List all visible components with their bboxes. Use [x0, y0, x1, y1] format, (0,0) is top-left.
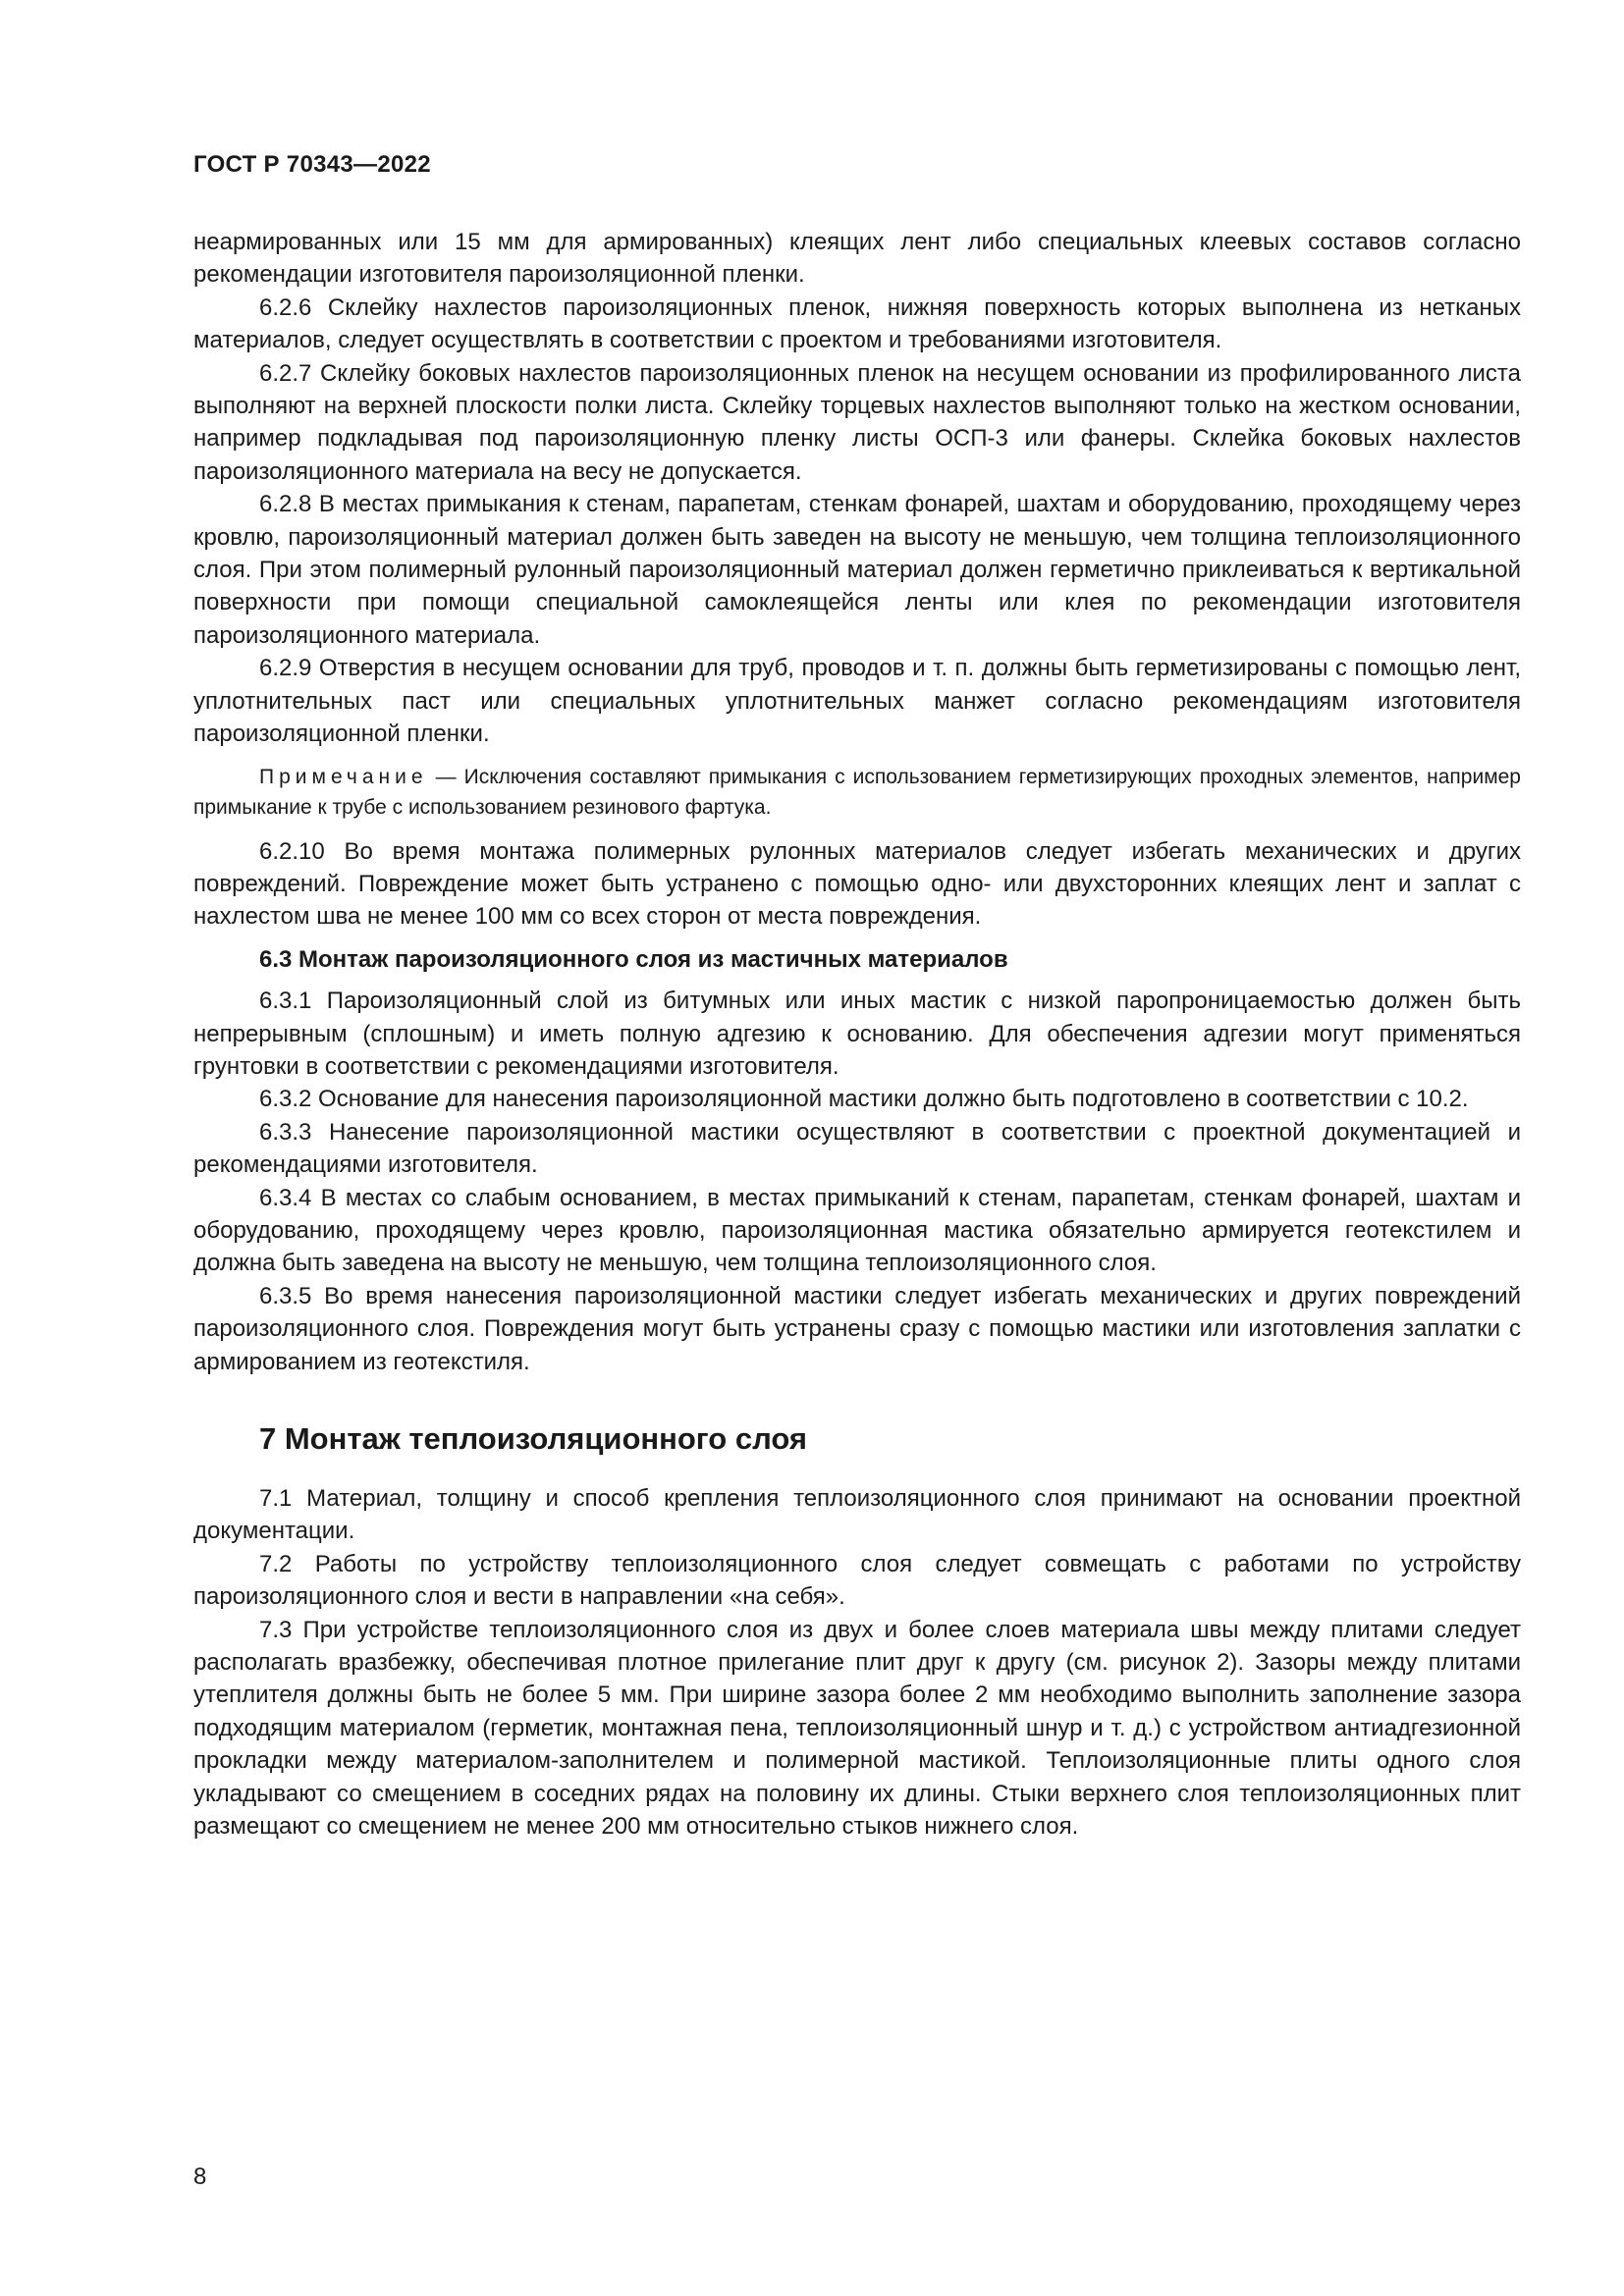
paragraph-6-2-7: 6.2.7 Склейку боковых нахлестов пароизоляционных пленок на несущем основании из профилированного листа выполняют на верхней плоскости полки листа. Склейку торцевых нахлестов выполняют только на жестком основании, например подкладывая под пароизоляционную пленку листы ОСП-3 или фанеры. Склейка боковых нахлестов пароизоляционного материала на весу не допускается. [193, 359, 1521, 485]
paragraph-7-1: 7.1 Материал, толщину и способ крепления теплоизоляционного слоя принимают на основании проектной документации. [193, 1485, 1521, 1545]
paragraph-continuation: неармированных или 15 мм для армированных) клеящих лент либо специальных клеевых составов согласно рекомендации изготовителя пароизоляционной пленки. [193, 229, 1521, 289]
body-text [193, 226, 1521, 1842]
paragraph-6-2-8: 6.2.8 В местах примыкания к стенам, парапетам, стенкам фонарей, шахтам и оборудованию, проходящему через кровлю, пароизоляционный материал должен быть заведен на высоту не меньшую, чем толщина теплоизоляционного слоя. При этом полимерный рулонный пароизоляционный материал должен герметично приклеиваться к вертикальной поверхности при помощи специальной самоклеящейся ленты или клея по рекомендации изготовителя пароизоляционного материала. [193, 491, 1521, 649]
paragraph-6-3-1: 6.3.1 Пароизоляционный слой из битумных или иных мастик с низкой паропроницаемостью должен быть непрерывным (сплошным) и иметь полную адгезию к основанию. Для обеспечения адгезии могут применяться грунтовки в соответствии с рекомендациями изготовителя. [193, 988, 1521, 1080]
note-text: — Исключения составляют примыкания с использованием герметизирующих проходных элементов, например примыкание к трубе с использованием резинового фартука. [193, 765, 1521, 819]
paragraph-6-2-10: 6.2.10 Во время монтажа полимерных рулонных материалов следует избегать механических и других повреждений. Повреждение может быть устранено с помощью одно- или двухсторонних клеящих лент и заплат с нахлестом шва не менее 100 мм со всех сторон от места повреждения. [193, 837, 1521, 931]
note [193, 762, 1521, 823]
paragraph-6-3-5: 6.3.5 Во время нанесения пароизоляционной мастики следует избегать механических и других повреждений пароизоляционного слоя. Повреждения могут быть устранены сразу с помощью мастики или изготовления заплатки с армированием из геотекстиля. [193, 1282, 1521, 1375]
paragraph-7-3: 7.3 При устройстве теплоизоляционного слоя из двух и более слоев материала швы между плитами следует располагать вразбежку, обеспечивая плотное прилегание плит друг к другу (см. рисунок 2). Зазоры между плитами утеплителя должны быть не более 5 мм. При ширине зазора более 2 мм необходимо выполнить заполнение зазора подходящим материалом (герметик, монтажная пена, теплоизоляционный шнур и т. д.) с устройством антиадгезионной прокладки между материалом-заполнителем и полимерной мастикой. Теплоизоляционные плиты одного слоя укладывают со смещением в соседних рядах на половину их длины. Стыки верхнего слоя теплоизоляционных плит размещают со смещением не менее 200 мм относительно стыков нижнего слоя. [193, 1616, 1521, 1841]
document-code-header: ГОСТ Р 70343—2022 [193, 151, 431, 178]
paragraph-6-3-4: 6.3.4 В местах со слабым основанием, в местах примыканий к стенам, парапетам, стенкам фонарей, шахтам и оборудованию, проходящему через кровлю, пароизоляционная мастика обязательно армируется геотекстилем и должна быть заведена на высоту не меньшую, чем толщина теплоизоляционного слоя. [193, 1184, 1521, 1277]
page-number: 8 [193, 2163, 207, 2190]
note-label: Примечание [259, 765, 428, 788]
section-heading-7: 7 Монтаж теплоизоляционного слоя [259, 1421, 807, 1456]
subsection-heading-6-3: 6.3 Монтаж пароизоляционного слоя из мастичных материалов [259, 945, 1008, 973]
paragraph-7-2: 7.2 Работы по устройству теплоизоляционного слоя следует совмещать с работами по устройству пароизоляционного слоя и вести в направлении «на себя». [193, 1550, 1521, 1611]
paragraph-6-2-9: 6.2.9 Отверстия в несущем основании для труб, проводов и т. п. должны быть герметизированы с помощью лент, уплотнительных паст или специальных уплотнительных манжет согласно рекомендациям изготовителя пароизоляционной пленки. [193, 655, 1521, 748]
paragraph-6-3-3: 6.3.3 Нанесение пароизоляционной мастики осуществляют в соответствии с проектной документацией и рекомендациями изготовителя. [193, 1118, 1521, 1179]
paragraph-6-2-6: 6.2.6 Склейку нахлестов пароизоляционных пленок, нижняя поверхность которых выполнена из нетканых материалов, следует осуществлять в соответствии с проектом и требованиями изготовителя. [193, 294, 1521, 354]
paragraph-6-3-2: 6.3.2 Основание для нанесения пароизоляционной мастики должно быть подготовлено в соответствии с 10.2. [259, 1086, 1469, 1113]
